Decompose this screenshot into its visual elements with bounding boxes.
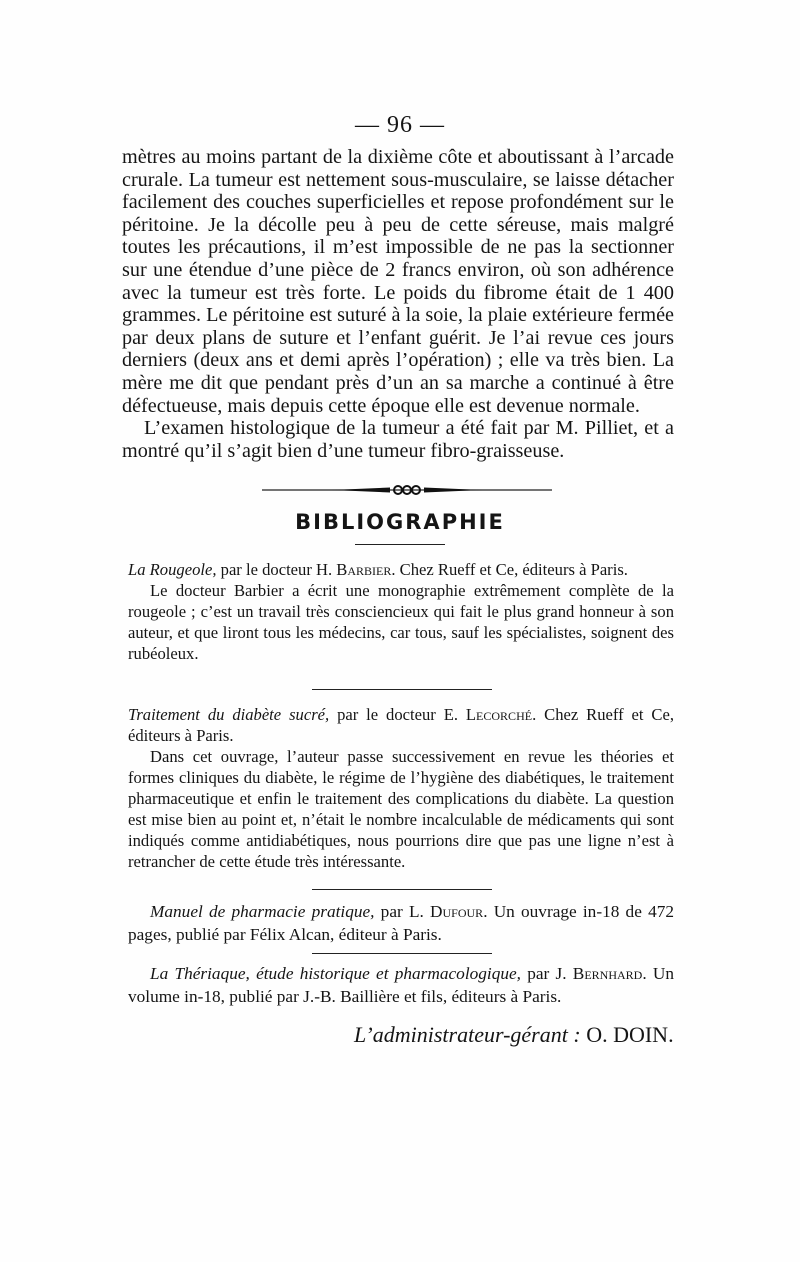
- bibliography-entry: [128, 963, 674, 1008]
- entry-separator: [312, 953, 492, 954]
- signature-name: O. DOIN.: [580, 1022, 674, 1047]
- bibliography-entry: [128, 559, 674, 664]
- ornamental-divider: [262, 484, 552, 496]
- entry-publisher: . Un ouvrage in-18 de 472 pages, publié par Félix Alcan, éditeur à Paris.: [128, 902, 674, 944]
- entry-citation: [128, 559, 674, 580]
- entry-publisher: . Chez Rueff et Ce, éditeurs à Paris.: [391, 560, 628, 579]
- section-heading: BIBLIOGRAPHIE: [295, 510, 505, 534]
- entry-author-prefix: par le docteur E.: [329, 705, 466, 724]
- bibliography-entry: [128, 901, 674, 946]
- entry-separator: [312, 889, 492, 890]
- entry-author: Bernhard: [572, 964, 643, 983]
- entry-title: Manuel de pharmacie pratique,: [150, 902, 375, 921]
- entry-publisher: . Un volume in-18, publié par J.-B. Baillière et fils, éditeurs à Paris.: [128, 964, 674, 1006]
- entry-author: Barbier: [336, 560, 392, 579]
- signature-role: L’administrateur-gérant :: [354, 1022, 581, 1047]
- heading-rule: [355, 544, 445, 545]
- signature: [354, 1022, 674, 1048]
- entry-separator: [312, 689, 492, 690]
- entry-author-prefix: par L.: [374, 902, 431, 921]
- entry-review: Le docteur Barbier a écrit une monographie extrêmement complète de la rougeole ; c’est un travail très consciencieux qui fait le plus grand honneur à son auteur, et que liront tous les médecins, car tous, sauf les spécialistes, soignent des rubéoleux.: [128, 581, 674, 663]
- bibliography-entry: [128, 704, 674, 872]
- entry-citation: [128, 901, 674, 946]
- entry-title: La Thériaque, étude historique et pharmacologique,: [150, 964, 521, 983]
- body-paragraph-2: L’examen histologique de la tumeur a été fait par M. Pilliet, et a montré qu’il s’agit bien d’une tumeur fibro-graisseuse.: [122, 417, 674, 462]
- entry-author-prefix: par J.: [520, 964, 573, 983]
- entry-title: Traitement du diabète sucré,: [128, 705, 330, 724]
- entry-review: Dans cet ouvrage, l’auteur passe successivement en revue les théories et formes cliniques du diabète, le régime de l’hygiène des diabétiques, le traitement pharmaceutique et enfin le traitement des complications du diabète. La question est mise bien au point et, n’était le nombre incalculable de médicaments qui sont indiqués comme antidiabétiques, nous pourrions dire que pas une ligne n’est à retrancher de cette étude très intéressante.: [128, 747, 674, 871]
- entry-author: Dufour: [430, 902, 484, 921]
- entry-publisher: . Chez Rueff et Ce, éditeurs à Paris.: [128, 705, 674, 745]
- entry-citation: [128, 704, 674, 746]
- entry-author-prefix: par le docteur H.: [216, 560, 337, 579]
- body-text: [122, 146, 674, 462]
- entry-citation: [128, 963, 674, 1008]
- entry-author: Lecorché: [465, 705, 533, 724]
- page-number: — 96 —: [355, 112, 445, 138]
- entry-title: La Rougeole,: [128, 560, 217, 579]
- body-paragraph-1: mètres au moins partant de la dixième côte et aboutissant à l’arcade crurale. La tumeur est nettement sous-musculaire, se laisse détacher facilement des couches superficielles et repose profondément sur le péritoine. Je la décolle peu à peu de cette séreuse, mais malgré toutes les précautions, il m’est impossible de ne pas la sectionner sur une étendue d’une pièce de 2 francs environ, où son adhérence avec la tumeur est très forte. Le poids du fibrome était de 1 400 grammes. Le péritoine est suturé à la soie, la plaie extérieure fermée par deux plans de suture et l’enfant guérit. Je l’ai revue ces jours derniers (deux ans et demi après l’opération) ; elle va très bien. La mère me dit que pendant près d’un an sa marche a continué à être défectueuse, mais depuis cette époque elle est devenue normale.: [122, 146, 674, 417]
